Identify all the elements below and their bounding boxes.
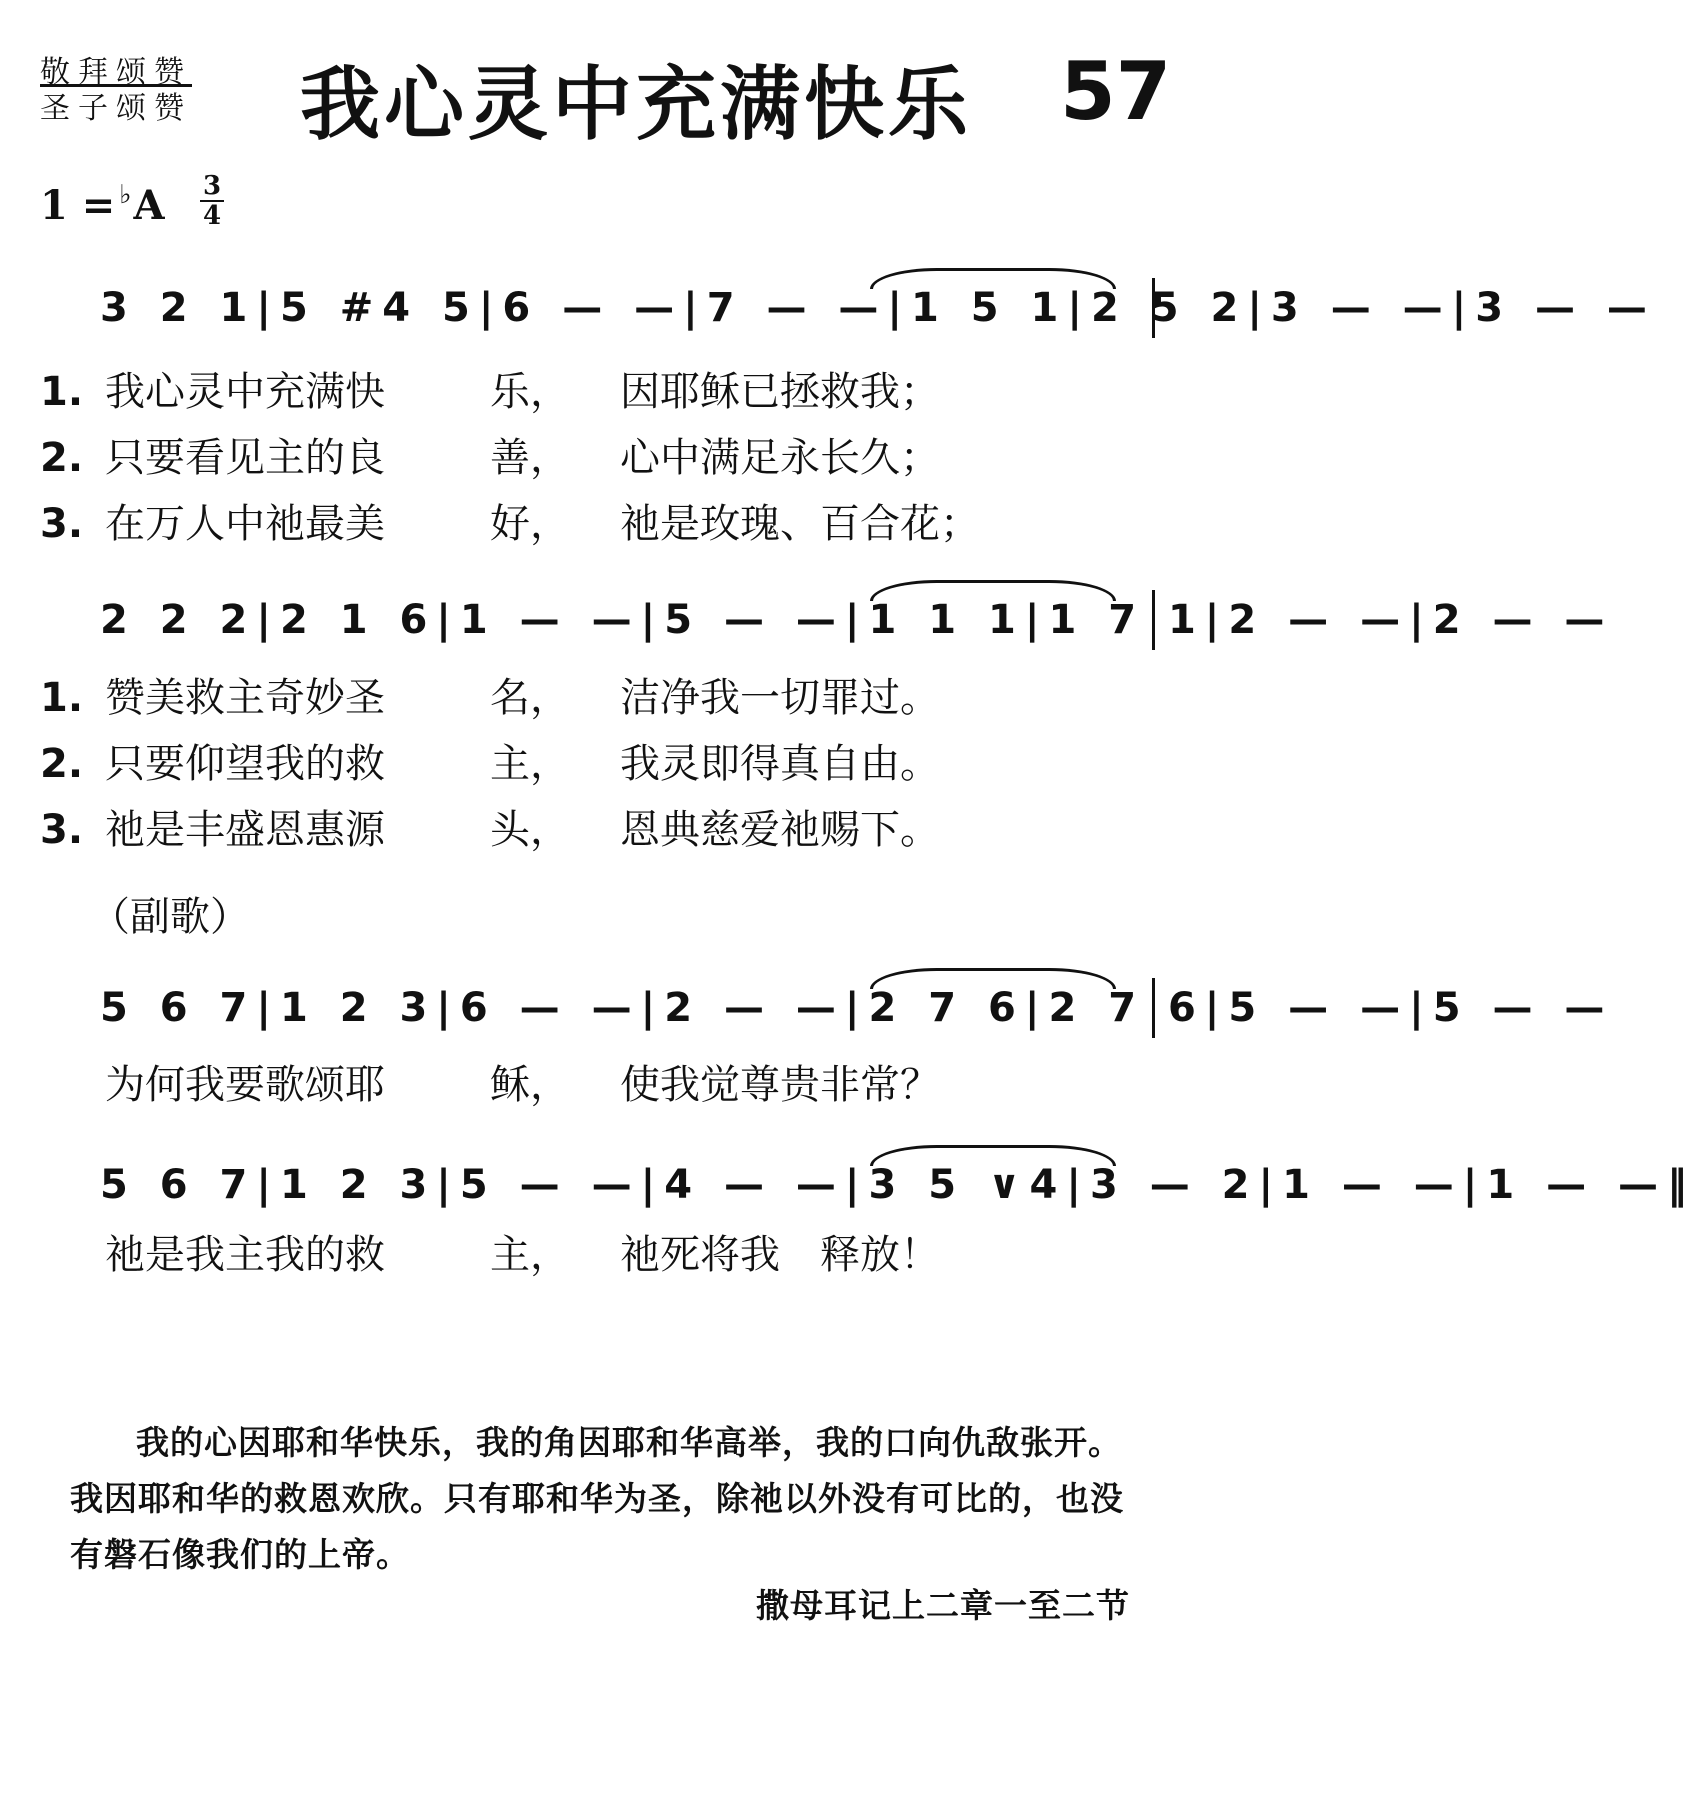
- bar-line: [1152, 590, 1155, 650]
- notation-text: 2 2 2|2 1 6|1 — —|5 — —|1 1 1|1 7 1|2 — —|2 — —: [100, 597, 1614, 643]
- lyric-phrase: 只要看见主的良: [105, 435, 385, 481]
- key-prefix: 1 =: [40, 182, 116, 229]
- tie-arc: [870, 968, 1116, 989]
- refrain-label: （副歌）: [90, 894, 250, 940]
- hymn-number: 57: [1060, 45, 1172, 138]
- verse-number: 2.: [40, 741, 84, 787]
- time-numerator: 3: [202, 171, 222, 201]
- scripture-passage: 我的心因耶和华快乐，我的角因耶和华高举，我的口向仇敌张开。我因耶和华的救恩欢欣。只有耶和华为圣，除祂以外没有可比的，也没有磐石像我们的上帝。: [70, 1423, 1124, 1574]
- lyric-phrase: 使我觉尊贵非常？: [620, 1062, 940, 1108]
- verse-number: 3.: [40, 807, 84, 853]
- notation-line-2: [100, 580, 1614, 660]
- refrain-lyrics-line1: [40, 1055, 1160, 1115]
- lyric-phrase: 头，: [490, 807, 570, 853]
- time-denominator: 4: [200, 200, 224, 230]
- lyric-phrase: 心中满足永长久；: [620, 435, 940, 481]
- lyric-phrase: 祂是我主我的救: [105, 1232, 385, 1278]
- tie-arc: [870, 1145, 1116, 1166]
- lyrics-verse1-line2: [40, 668, 1160, 728]
- lyric-phrase: 只要仰望我的救: [105, 741, 385, 787]
- notation-line-1: [100, 268, 1656, 348]
- lyrics-verse3-line1: [40, 494, 1160, 554]
- lyric-phrase: 主，: [490, 1232, 570, 1278]
- hymnal-section: 圣子颂赞: [40, 91, 192, 126]
- lyric-phrase: 洁净我一切罪过。: [620, 675, 940, 721]
- hymnal-name: 敬拜颂赞: [40, 55, 192, 90]
- scripture-reference: 撒母耳记上二章一至二节: [756, 1586, 1130, 1625]
- bar-line: [1152, 278, 1155, 338]
- hymn-title: 我心灵中充满快乐: [300, 58, 972, 151]
- time-signature: [200, 172, 224, 230]
- lyric-phrase: 好，: [490, 501, 570, 547]
- notation-line-3: [100, 968, 1614, 1048]
- lyric-phrase: 我灵即得真自由。: [620, 741, 940, 787]
- lyric-phrase: 我心灵中充满快: [105, 369, 385, 415]
- verse-number: 3.: [40, 501, 84, 547]
- lyric-phrase: 祂是丰盛恩惠源: [105, 807, 385, 853]
- lyric-phrase: 祂是玫瑰、百合花；: [620, 501, 980, 547]
- verse-number: 2.: [40, 435, 84, 481]
- verse-number: 1.: [40, 369, 84, 415]
- lyrics-verse2-line1: [40, 428, 1160, 488]
- notation-text: 5 6 7|1 2 3|6 — —|2 — —|2 7 6|2 7 6|5 — —|5 — —: [100, 985, 1614, 1031]
- lyrics-verse1-line1: [40, 362, 1160, 422]
- refrain-lyrics-line2: [40, 1225, 1160, 1285]
- lyric-phrase: 因耶稣已拯救我；: [620, 369, 940, 415]
- notation-text: 3 2 1|5 #4 5|6 — —|7 — —|1 5 1|2 5 2|3 — —|3 — —: [100, 285, 1656, 331]
- notation-line-4: [100, 1145, 1696, 1225]
- flat-sign: ♭: [119, 180, 132, 210]
- lyric-phrase: 赞美救主奇妙圣: [105, 675, 385, 721]
- key-signature: [40, 180, 165, 229]
- lyric-phrase: 在万人中祂最美: [105, 501, 385, 547]
- lyrics-verse3-line2: [40, 800, 1160, 860]
- bar-line: [1152, 978, 1155, 1038]
- lyric-phrase: 善，: [490, 435, 570, 481]
- lyric-phrase: 主，: [490, 741, 570, 787]
- lyric-phrase: 祂死将我 释放！: [620, 1232, 940, 1278]
- tie-arc: [870, 580, 1116, 601]
- lyric-phrase: 为何我要歌颂耶: [105, 1062, 385, 1108]
- tie-arc: [870, 268, 1116, 289]
- lyric-phrase: 名，: [490, 675, 570, 721]
- lyric-phrase: 稣，: [490, 1062, 570, 1108]
- key-letter: A: [133, 182, 165, 229]
- notation-text: 5 6 7|1 2 3|5 — —|4 — —|3 5 ∨4|3 — 2|1 — —|1 — —‖: [100, 1162, 1696, 1208]
- lyrics-verse2-line2: [40, 734, 1160, 794]
- lyric-phrase: 乐，: [490, 369, 570, 415]
- verse-number: 1.: [40, 675, 84, 721]
- lyric-phrase: 恩典慈爱祂赐下。: [620, 807, 940, 853]
